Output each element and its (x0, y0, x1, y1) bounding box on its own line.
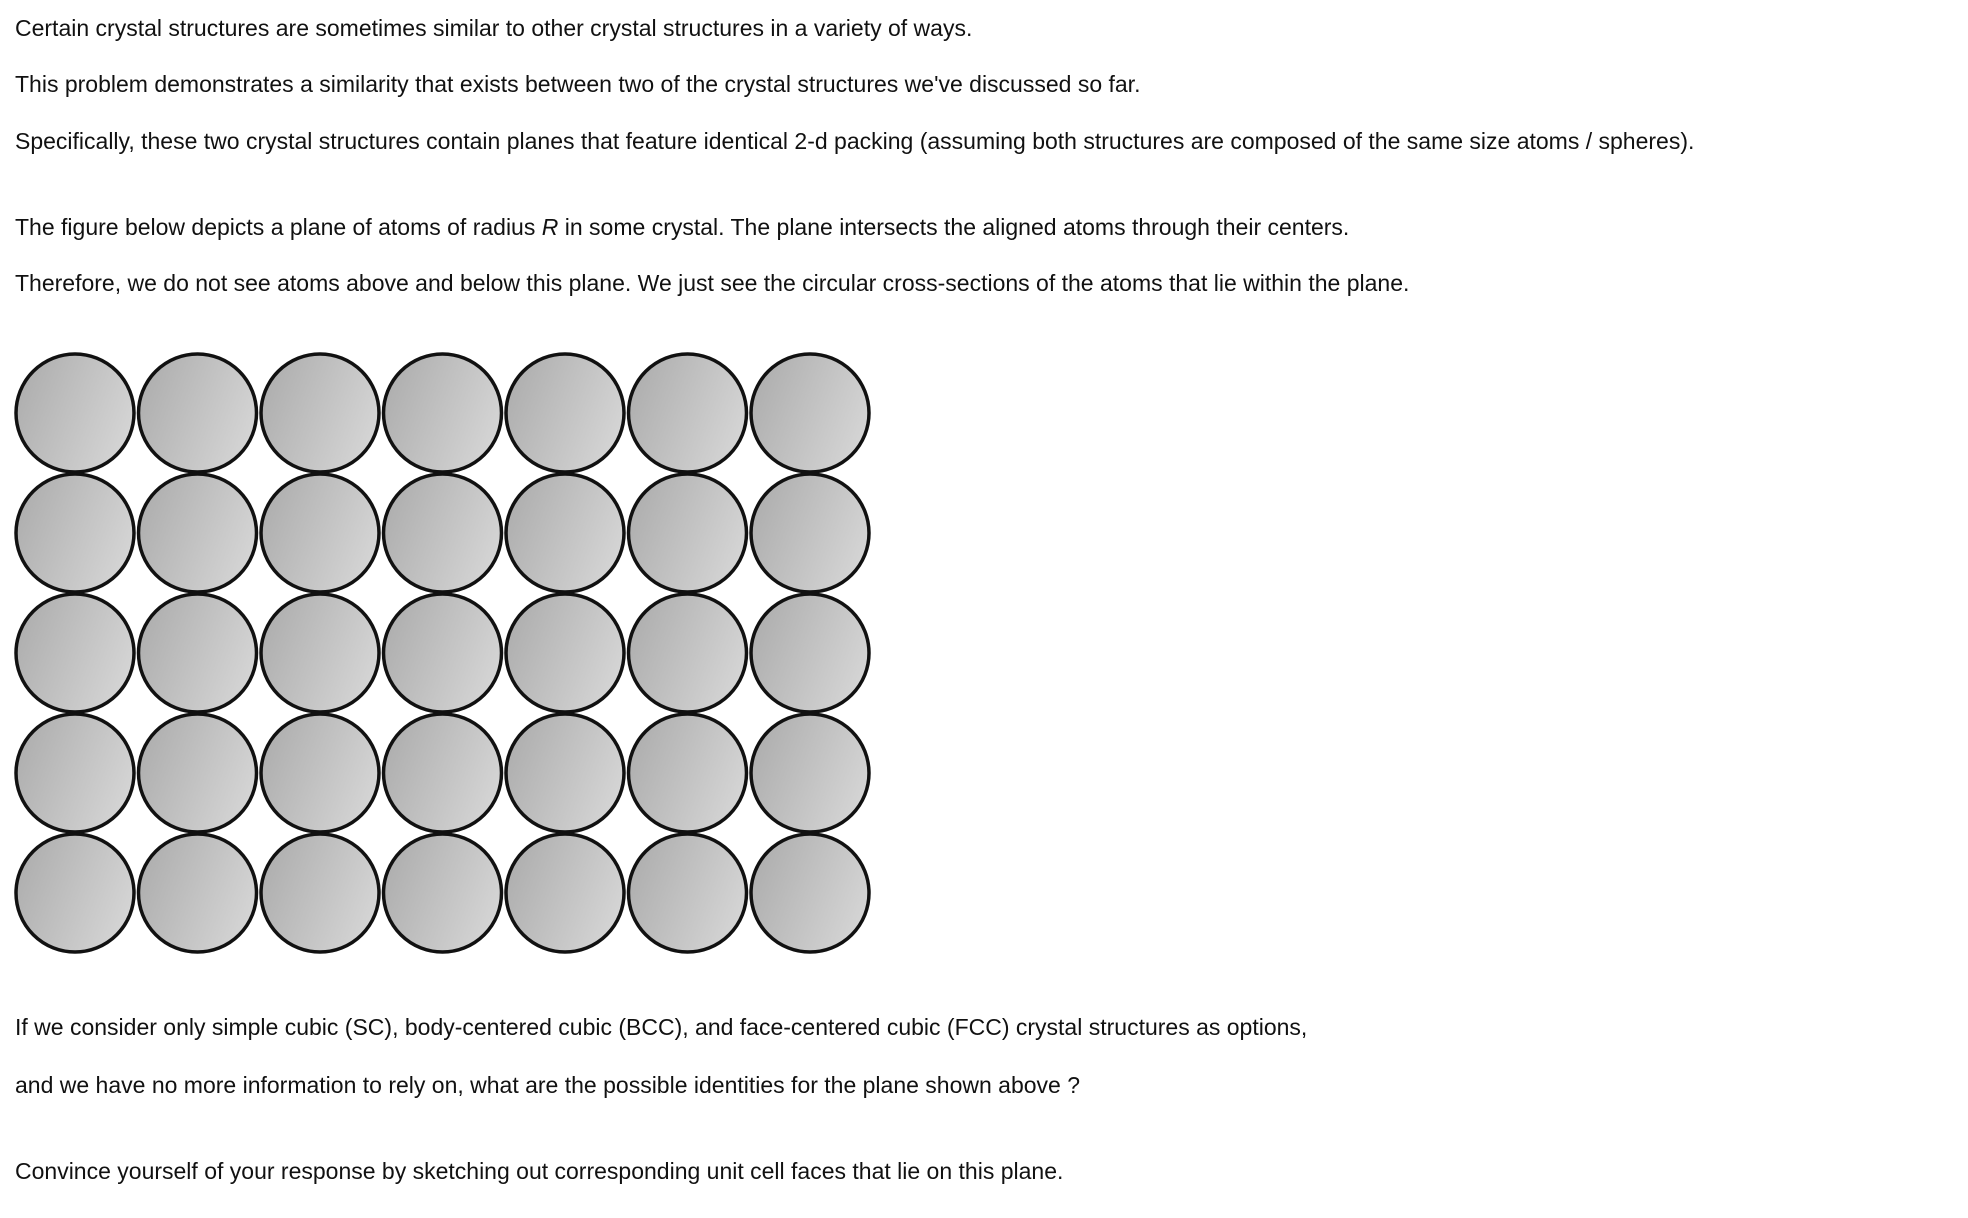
question-line-1: If we consider only simple cubic (SC), body-centered cubic (BCC), and face-centered cubic (FCC) crystal structures as options, (15, 1014, 1308, 1040)
atom-cross-section (384, 834, 502, 952)
atom-cross-section (261, 354, 379, 472)
cross-section-note: Therefore, we do not see atoms above and below this plane. We just see the circular cross-sections of the atoms that lie within the plane. (15, 270, 1410, 296)
atom-cross-section (261, 474, 379, 592)
atom-cross-section (384, 714, 502, 832)
atom-cross-section (16, 474, 134, 592)
specific-statement: Specifically, these two crystal structures contain planes that feature identical 2-d packing (assuming both structures are composed of the same size atoms / spheres). (15, 128, 1695, 154)
atom-cross-section (506, 474, 624, 592)
atom-cross-section (629, 354, 747, 472)
atom-cross-section (16, 594, 134, 712)
problem-purpose: This problem demonstrates a similarity that exists between two of the crystal structures we've discussed so far. (15, 71, 1141, 97)
atom-cross-section (261, 834, 379, 952)
atom-cross-section (629, 594, 747, 712)
intro-sentence: Certain crystal structures are sometimes similar to other crystal structures in a variety of ways. (15, 15, 973, 41)
atom-cross-section (139, 834, 257, 952)
atom-cross-section (751, 834, 869, 952)
atom-cross-section (506, 714, 624, 832)
radius-variable: R (541, 214, 559, 240)
figure-description (15, 213, 1349, 241)
atom-plane-figure (14, 352, 884, 958)
atom-cross-section (751, 354, 869, 472)
figure-description-end: in some crystal. The plane intersects the aligned atoms through their centers. (558, 214, 1350, 240)
atom-cross-section (751, 474, 869, 592)
atom-cross-section (261, 714, 379, 832)
atom-cross-section (16, 714, 134, 832)
atom-cross-section (139, 594, 257, 712)
atom-cross-section (629, 714, 747, 832)
atom-cross-section (506, 354, 624, 472)
atom-cross-section (506, 594, 624, 712)
atom-cross-section (16, 834, 134, 952)
atom-cross-section (139, 474, 257, 592)
atom-cross-section (139, 714, 257, 832)
atom-cross-section (384, 594, 502, 712)
atom-cross-section (261, 594, 379, 712)
figure-description-start: The figure below depicts a plane of atoms of radius (15, 214, 542, 240)
atom-cross-section (506, 834, 624, 952)
atom-cross-section (384, 354, 502, 472)
atom-cross-section (16, 354, 134, 472)
atom-cross-section (629, 474, 747, 592)
atom-cross-section (751, 714, 869, 832)
instruction: Convince yourself of your response by sketching out corresponding unit cell faces that lie on this plane. (15, 1158, 1064, 1184)
atom-cross-section (139, 354, 257, 472)
atom-cross-section (751, 594, 869, 712)
atom-cross-section (629, 834, 747, 952)
atom-cross-section (384, 474, 502, 592)
question-line-2: and we have no more information to rely on, what are the possible identities for the plane shown above ? (15, 1072, 1081, 1098)
